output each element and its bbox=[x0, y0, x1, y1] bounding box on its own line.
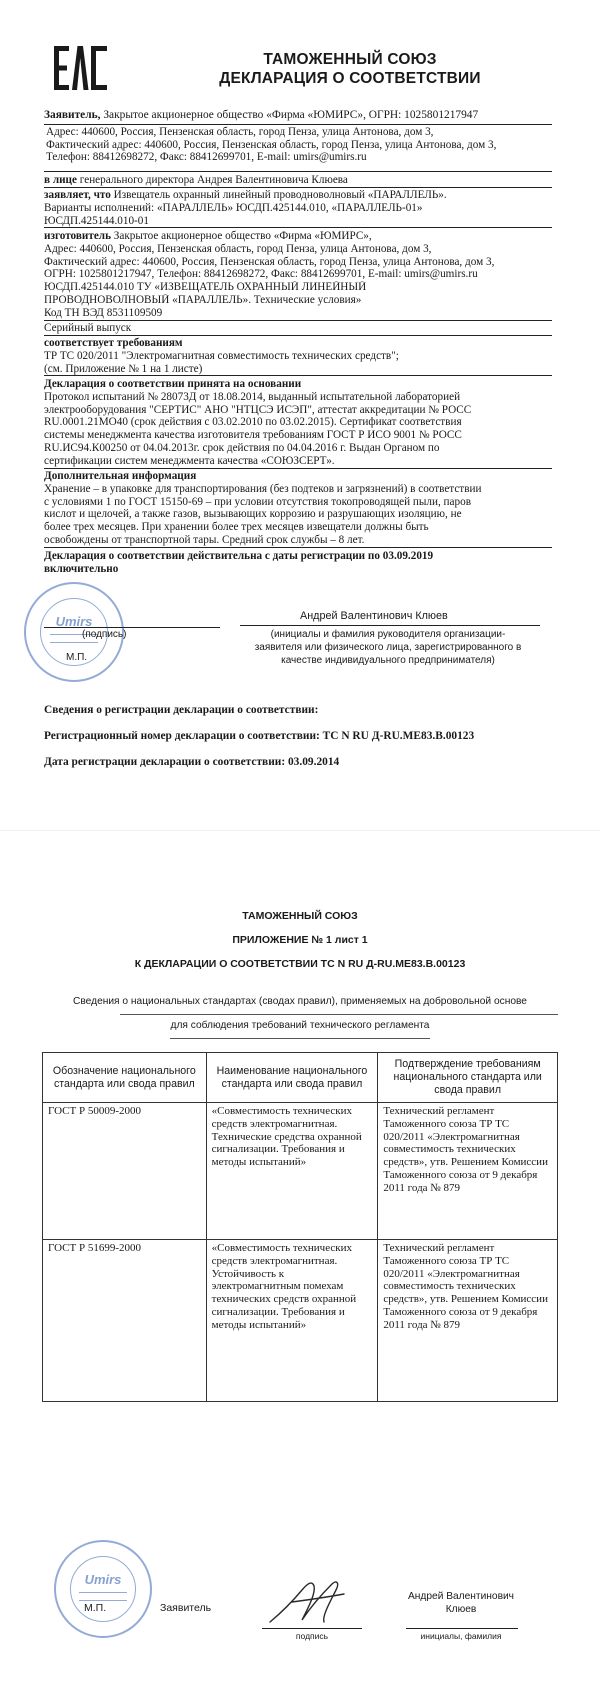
validity-line: включительно bbox=[44, 562, 119, 575]
manufacturer-block bbox=[44, 230, 552, 321]
serial-line: Серийный выпуск bbox=[44, 322, 552, 336]
appendix-intro-2: для соблюдения требований технического регламента bbox=[170, 1020, 430, 1031]
handwritten-signature bbox=[262, 1572, 352, 1632]
address-line: Адрес: 440600, Россия, Пензенская область, город Пенза, улица Антонова, дом 3, bbox=[46, 126, 434, 138]
applicant-label: Заявитель, bbox=[44, 109, 101, 121]
table-header-row bbox=[43, 1053, 558, 1103]
applicant-label: Заявитель bbox=[160, 1602, 212, 1614]
declaration-title bbox=[160, 50, 540, 88]
validity-block bbox=[44, 550, 552, 576]
declares-label: заявляет, что bbox=[44, 189, 111, 201]
stamp-place-label: М.П. bbox=[66, 652, 88, 663]
signature-line bbox=[262, 1628, 362, 1629]
extra-line: более трех месяцев. При хранении более трех месяцев извещатели должны быть bbox=[44, 521, 429, 534]
appendix-intro: Сведения о национальных стандартах (сводах правил), применяемых на добровольной основе bbox=[73, 996, 527, 1007]
maker-line: Код ТН ВЭД 8531109509 bbox=[44, 306, 163, 319]
basis-line: системы менеджмента качества изготовителя требованиям ГОСТ Р ИСО 9001 № РОСС bbox=[44, 429, 462, 442]
maker-value: Закрытое акционерное общество «Фирма «ЮМИРС», bbox=[111, 230, 372, 242]
complies-label: соответствует требованиям bbox=[44, 337, 183, 349]
standard-code: ГОСТ Р 50009-2000 bbox=[43, 1103, 207, 1240]
signer-name-line bbox=[240, 625, 540, 626]
basis-line: Протокол испытаний № 28073Д от 18.08.2014, выданный испытательной лабораторией bbox=[44, 390, 461, 403]
basis-line: RU.0001.21МО40 (срок действия с 03.02.2010 по 03.02.2015). Сертификат соответствия bbox=[44, 416, 462, 429]
intro-underline bbox=[170, 1038, 430, 1039]
appendix-title: ПРИЛОЖЕНИЕ № 1 лист 1 bbox=[232, 934, 368, 946]
representative-line bbox=[44, 174, 552, 188]
initials-line bbox=[406, 1628, 518, 1629]
intro-underline bbox=[120, 1014, 558, 1015]
signer-name: Андрей Валентинович Клюев bbox=[300, 610, 448, 622]
column-header: Наименование национального стандарта или свода правил bbox=[206, 1053, 378, 1103]
appendix-declaration-ref: К ДЕКЛАРАЦИИ О СООТВЕТСТВИИ ТС N RU Д-RU.МЕ83.В.00123 bbox=[134, 958, 466, 970]
standards-table bbox=[42, 1052, 558, 1402]
signer-caption-line: заявителя или физического лица, зарегистрированного в bbox=[254, 642, 522, 653]
signer-name-line: Клюев bbox=[445, 1604, 477, 1615]
standard-code: ГОСТ Р 51699-2000 bbox=[43, 1240, 207, 1402]
person-label: в лице bbox=[44, 174, 77, 186]
title-customs-union: ТАМОЖЕННЫЙ СОЮЗ bbox=[263, 51, 437, 68]
person-value: генерального директора Андрея Валентиновича Клюева bbox=[76, 174, 348, 186]
basis-line: электрооборудования "СЕРТИС" АНО "НТЦСЭ ИСЭП", аттестат аккредитации № РОСС bbox=[44, 403, 472, 416]
signer-caption-line: (инициалы и фамилия руководителя организации- bbox=[270, 629, 506, 640]
standard-name: «Совместимость технических средств электромагнитная. Технические средства охранной сигнализации. Требования и методы испытаний» bbox=[206, 1103, 378, 1240]
signer-caption-line: качестве индивидуального предпринимателя) bbox=[281, 655, 495, 666]
appendix-customs-union: ТАМОЖЕННЫЙ СОЮЗ bbox=[242, 910, 358, 922]
basis-label: Декларация о соответствии принята на основании bbox=[44, 378, 302, 390]
basis-line: RU.ИС94.К00250 от 04.04.2013г. срок действия по 04.04.2016 г. Выдан Органом по bbox=[44, 441, 440, 454]
complies-line: ТР ТС 020/2011 "Электромагнитная совместимость технических средств"; bbox=[44, 349, 399, 362]
declares-value: Извещатель охранный линейный проводноволновый «ПАРАЛЛЕЛЬ». bbox=[110, 189, 447, 201]
extra-info-block bbox=[44, 470, 552, 548]
complies-line: (см. Приложение № 1 на 1 листе) bbox=[44, 362, 203, 375]
stamp-place-label: М.П. bbox=[84, 1602, 107, 1614]
table-row bbox=[43, 1240, 558, 1402]
applicant-line bbox=[44, 108, 552, 122]
maker-line: ОГРН: 1025801217947, Телефон: 88412698272, Факс: 88412699701, E-mail: umirs@umirs.ru bbox=[44, 268, 478, 281]
extra-line: кислот и щелочей, а также газов, вызывающих коррозию и разрушающих изоляцию, не bbox=[44, 508, 462, 521]
registration-number: Регистрационный номер декларации о соответствии: ТС N RU Д-RU.МЕ83.В.00123 bbox=[44, 730, 475, 742]
page-separator bbox=[0, 830, 600, 831]
standard-name: «Совместимость технических средств электромагнитная. Устойчивость к электромагнитным помехам технических средств охранной сигнализации. Требования и методы испытаний» bbox=[206, 1240, 378, 1402]
applicant-value: Закрытое акционерное общество «Фирма «ЮМИРС», ОГРН: 1025801217947 bbox=[100, 109, 479, 121]
signer-caption bbox=[238, 628, 538, 667]
initials-caption: инициалы, фамилия bbox=[420, 1631, 502, 1641]
address-line: Фактический адрес: 440600, Россия, Пензенская область, город Пенза, улица Антонова, дом 3, bbox=[46, 138, 497, 151]
maker-line: ПРОВОДНОВОЛНОВЫЙ «ПАРАЛЛЕЛЬ». Технические условия» bbox=[44, 293, 362, 306]
declares-block bbox=[44, 189, 552, 228]
validity-line: Декларация о соответствии действительна с даты регистрации по 03.09.2019 bbox=[44, 550, 434, 562]
company-seal bbox=[54, 1540, 152, 1638]
registration-header: Сведения о регистрации декларации о соответствии: bbox=[44, 704, 319, 716]
signature-caption: подпись bbox=[295, 1631, 329, 1641]
maker-line: ЮСДП.425144.010 ТУ «ИЗВЕЩАТЕЛЬ ОХРАННЫЙ ЛИНЕЙНЫЙ bbox=[44, 281, 367, 294]
basis-line: сертификации систем менеджмента качества «СОЮЗСЕРТ». bbox=[44, 454, 335, 467]
declares-line: Варианты исполнений: «ПАРАЛЛЕЛЬ» ЮСДП.425144.010, «ПАРАЛЛЕЛЬ-01» bbox=[44, 201, 423, 214]
signature-line bbox=[44, 627, 220, 628]
extra-label: Дополнительная информация bbox=[44, 470, 197, 482]
signer-name-line: Андрей Валентинович bbox=[408, 1591, 514, 1602]
title-declaration: ДЕКЛАРАЦИЯ О СООТВЕТСТВИИ bbox=[219, 70, 481, 87]
column-header: Обозначение национального стандарта или свода правил bbox=[43, 1053, 207, 1103]
eac-logo bbox=[52, 44, 110, 92]
table-row bbox=[43, 1103, 558, 1240]
complies-block bbox=[44, 337, 552, 376]
extra-line: Хранение – в упаковке для транспортирования (без подтеков и загрязнений) в соответствии bbox=[44, 482, 482, 495]
declares-line: ЮСДП.425144.010-01 bbox=[44, 214, 149, 227]
seal-text: Umirs bbox=[55, 614, 93, 629]
column-header: Подтверждение требованиям национального стандарта или свода правил bbox=[378, 1053, 558, 1103]
maker-line: Адрес: 440600, Россия, Пензенская область, город Пенза, улица Антонова, дом 3, bbox=[44, 242, 432, 255]
standard-confirmation: Технический регламент Таможенного союза ТР ТС 020/2011 «Электромагнитная совместимость технических средств», утв. Решением Комиссии Таможенного союза от 9 декабря 2011 года № 879 bbox=[378, 1103, 558, 1240]
maker-line: Фактический адрес: 440600, Россия, Пензенская область, город Пенза, улица Антонова, дом 3, bbox=[44, 255, 495, 268]
applicant-address-box bbox=[44, 124, 552, 172]
maker-label: изготовитель bbox=[44, 230, 111, 242]
seal-text: Umirs bbox=[84, 1572, 122, 1587]
extra-line: с условиями 1 по ГОСТ 15150-69 – при условии отсутствия токопроводящей пыли, паров bbox=[44, 495, 471, 508]
address-line: Телефон: 88412698272, Факс: 88412699701, E-mail: umirs@umirs.ru bbox=[46, 151, 367, 164]
standard-confirmation: Технический регламент Таможенного союза ТР ТС 020/2011 «Электромагнитная совместимость технических средств», утв. Решением Комиссии Таможенного союза от 9 декабря 2011 года № 879 bbox=[378, 1240, 558, 1402]
basis-block bbox=[44, 378, 552, 469]
extra-line: освобождены от транспортной тары. Средний срок службы – 8 лет. bbox=[44, 533, 365, 546]
signature-caption: (подпись) bbox=[82, 629, 127, 640]
signer-name bbox=[400, 1590, 522, 1616]
registration-date: Дата регистрации декларации о соответствии: 03.09.2014 bbox=[44, 756, 340, 768]
